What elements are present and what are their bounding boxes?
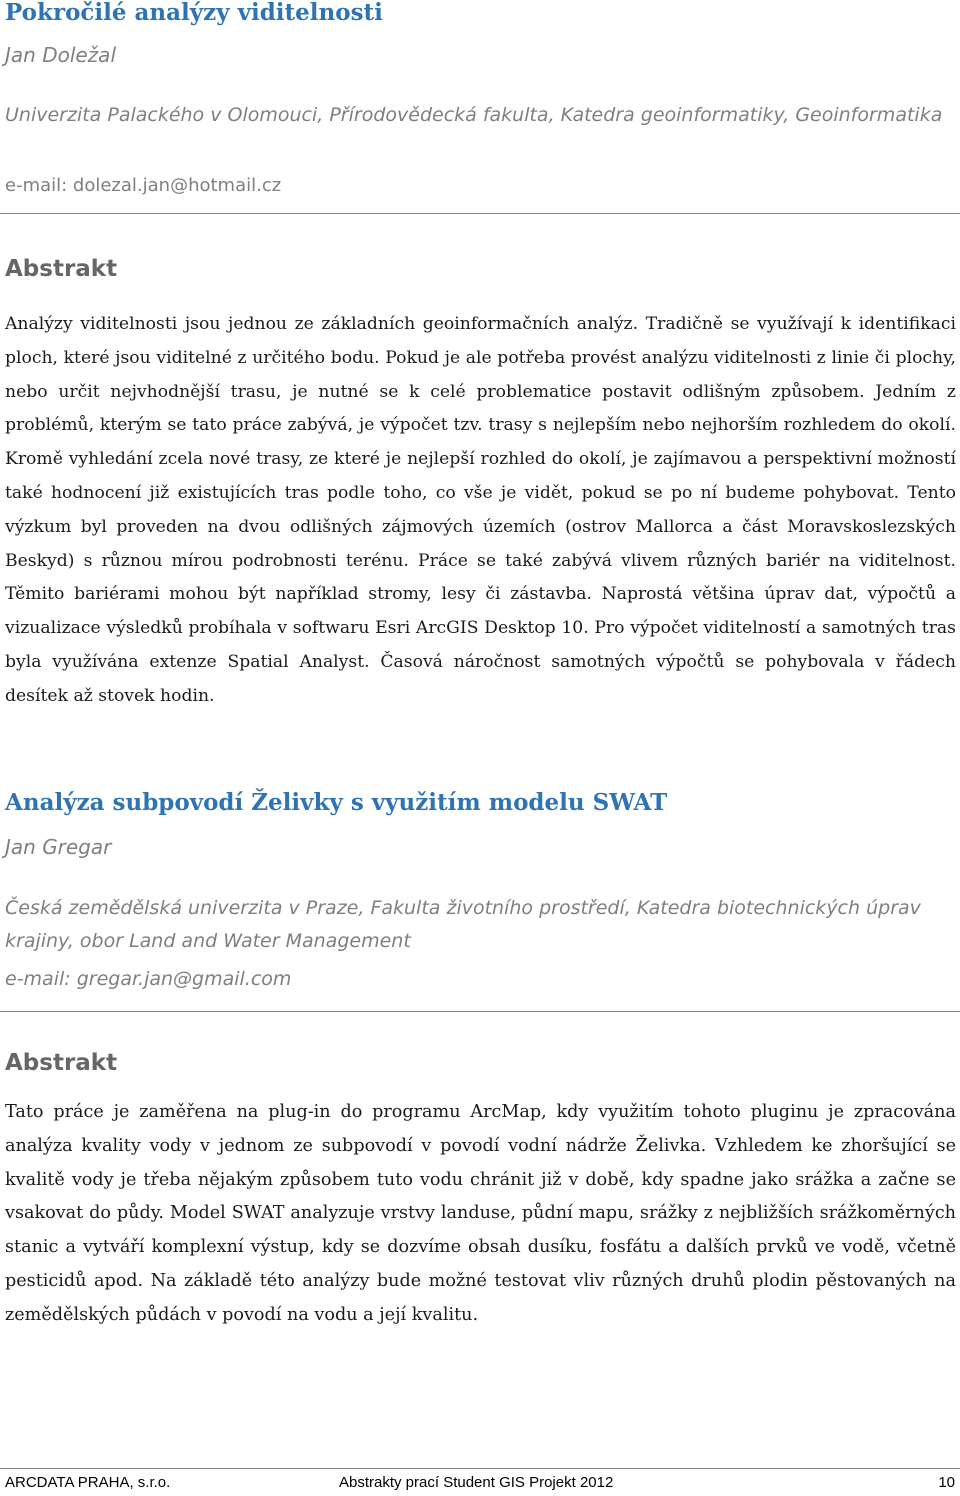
article-2-title: Analýza subpovodí Želivky s využitím modelu SWAT	[5, 789, 668, 816]
article-1-title: Pokročilé analýzy viditelnosti	[5, 0, 383, 26]
article-1-divider	[0, 213, 960, 214]
article-1-abstract-heading: Abstrakt	[5, 256, 118, 282]
article-2-author: Jan Gregar	[5, 835, 112, 859]
footer-company: ARCDATA PRAHA, s.r.o.	[5, 1474, 171, 1491]
article-2-email: e-mail: gregar.jan@gmail.com	[5, 968, 292, 990]
article-2-affiliation: Česká zemědělská univerzita v Praze, Fakulta životního prostředí, Katedra biotechnických úprav krajiny, obor Land and Water Management	[5, 897, 921, 952]
footer-divider	[0, 1468, 960, 1469]
article-1-email: e-mail: dolezal.jan@hotmail.cz	[5, 175, 282, 196]
footer-publication: Abstrakty prací Student GIS Projekt 2012	[339, 1474, 614, 1491]
article-2-abstract-heading: Abstrakt	[5, 1050, 118, 1076]
article-1-affiliation: Univerzita Palackého v Olomouci, Přírodovědecká fakulta, Katedra geoinformatiky, Geoinformatika	[5, 104, 943, 126]
article-2-divider	[0, 1011, 960, 1012]
footer-page-number: 10	[938, 1474, 955, 1491]
article-2-abstract: Tato práce je zaměřena na plug-in do programu ArcMap, kdy využitím tohoto pluginu je zpracována analýza kvality vody v jednom ze subpovodí v povodí vodní nádrže Želivka. Vzhledem ke zhoršující se kvalitě vody je třeba nějakým způsobem tuto vodu chránit již v době, kdy spadne jako srážka a začne se vsakovat do půdy. Model SWAT analyzuje vrstvy landuse, půdní mapu, srážky z nejbližších srážkoměrných stanic a vytváří komplexní výstup, kdy se dozvíme obsah dusíku, fosfátu a dalších prvků ve vodě, včetně pesticidů apod. Na základě této analýzy bude možné testovat vliv různých druhů plodin pěstovaných na zemědělských půdách v povodí na vodu a její kvalitu.	[5, 1102, 956, 1325]
article-1-author: Jan Doležal	[5, 43, 116, 67]
article-1-abstract: Analýzy viditelnosti jsou jednou ze základních geoinformačních analýz. Tradičně se využívají k identifikaci ploch, které jsou viditelné z určitého bodu. Pokud je ale potřeba provést analýzu viditelnosti z linie či plochy, nebo určit nejvhodnější trasu, je nutné se k celé problematice postavit odlišným způsobem. Jedním z problémů, kterým se tato práce zabývá, je výpočet tzv. trasy s nejlepším nebo nejhorším rozhledem do okolí. Kromě vyhledání zcela nové trasy, ze které je nejlepší rozhled do okolí, je zajímavou a perspektivní možností také hodnocení již existujících tras podle toho, co vše je vidět, pokud se po ní budeme pohybovat. Tento výzkum byl proveden na dvou odlišných zájmových územích (ostrov Mallorca a část Moravskoslezských Beskyd) s různou mírou podrobnosti terénu. Práce se také zabývá vlivem různých bariér na viditelnost. Těmito bariérami mohou být například stromy, lesy či zástavba. Naprostá většina úprav dat, výpočtů a vizualizace výsledků probíhala v softwaru Esri ArcGIS Desktop 10. Pro výpočet viditelností a samotných tras byla využívána extenze Spatial Analyst. Časová náročnost samotných výpočtů se pohybovala v řádech desítek až stovek hodin.	[5, 314, 956, 706]
